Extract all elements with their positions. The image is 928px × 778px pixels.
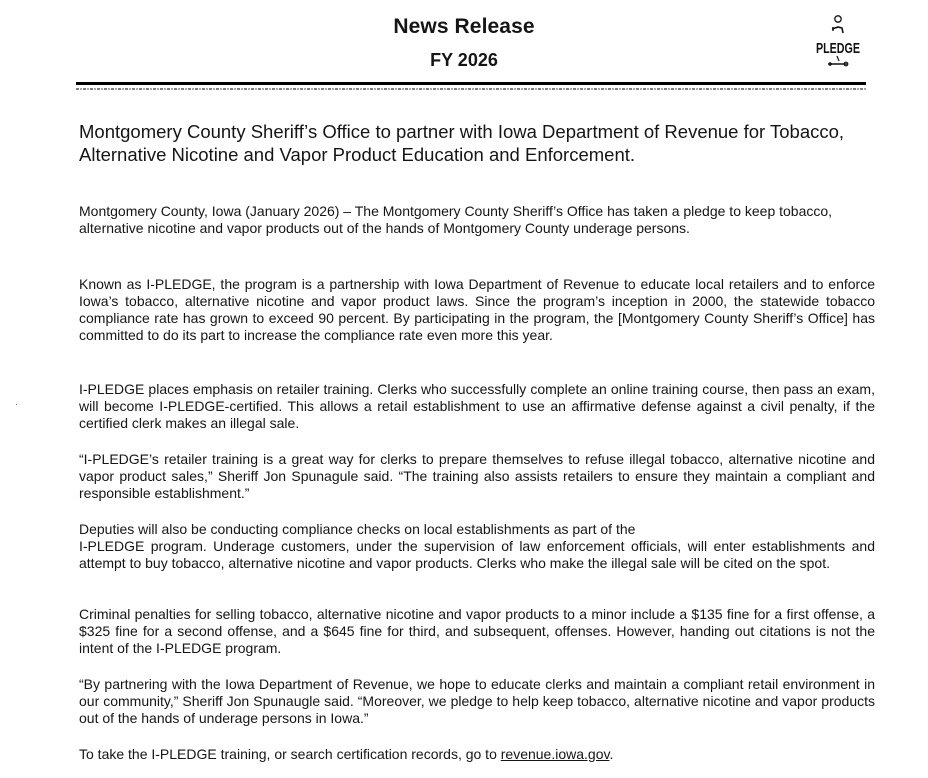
paragraph-training-link: [79, 746, 875, 763]
compliance-checks-line-1: Deputies will also be conducting compliance checks on local establishments as part of the: [79, 521, 636, 537]
fiscal-year-subtitle: FY 2026: [430, 50, 498, 70]
paragraph-sheriff-quote-2: “By partnering with the Iowa Department of Revenue, we hope to educate clerks and maintain a compliant retail environment in our community,” Sheriff Jon Spunaugle said. “Moreover, we pledge to help keep tobacco, alternative nicotine and vapor products out of the hands of underage persons in Iowa.”: [79, 676, 875, 726]
press-headline: Montgomery County Sheriff’s Office to partner with Iowa Department of Revenue for Tobacco, Alternative Nicotine and Vapor Product Education and Enforcement.: [79, 121, 845, 165]
i-pledge-logo-icon: [808, 12, 868, 72]
training-link-text: To take the I-PLEDGE training, or search certification records, go to: [79, 746, 501, 762]
i-pledge-logo: [808, 12, 868, 72]
paragraph-training: I-PLEDGE places emphasis on retailer training. Clerks who successfully complete an online training course, then pass an exam, will become I-PLEDGE-certified. This allows a retail establishment to use an affirmative defense against a civil penalty, if the certified clerk makes an illegal sale.: [79, 381, 875, 431]
header-divider-thin: [76, 88, 866, 90]
paragraph-intro: Montgomery County, Iowa (January 2026) – The Montgomery County Sheriff’s Office has taken a pledge to keep tobacco, alternative nicotine and vapor products out of the hands of Montgomery County underage persons.: [79, 203, 833, 236]
revenue-iowa-link[interactable]: revenue.iowa.gov: [500, 746, 610, 762]
header-divider-thick: [76, 82, 866, 85]
paragraph-program: Known as I-PLEDGE, the program is a partnership with Iowa Department of Revenue to educate local retailers and to enforce Iowa’s tobacco, alternative nicotine and vapor product laws. Since the program’s inception in 2000, the statewide tobacco compliance rate has grown to exceed 90 percent. By participating in the program, the [Montgomery County Sheriff’s Office] has committed to do its part to increase the compliance rate even more this year.: [79, 276, 875, 343]
paragraph-compliance-checks: [79, 521, 875, 572]
paragraph-sheriff-quote-1: “I-PLEDGE’s retailer training is a great way for clerks to prepare themselves to refuse illegal tobacco, alternative nicotine and vapor product sales,” Sheriff Jon Spunagule said. “The training also assists retailers to ensure they maintain a compliant and responsible establishment.”: [79, 451, 875, 501]
news-release-title: News Release: [393, 15, 535, 38]
logo-text: PLEDGE: [816, 40, 860, 57]
scan-speck: [16, 404, 17, 405]
paragraph-penalties: Criminal penalties for selling tobacco, alternative nicotine and vapor products to a minor include a $135 fine for a first offense, a $325 fine for a second offense, and a $645 fine for third, and subsequent, offenses. However, handing out citations is not the intent of the I-PLEDGE program.: [79, 606, 875, 656]
compliance-checks-rest: I-PLEDGE program. Underage customers, under the supervision of law enforcement officials, will enter establishments and attempt to buy tobacco, alternative nicotine and vapor products. Clerks who make the illegal sale will be cited on the spot.: [79, 538, 875, 571]
training-link-period: .: [609, 746, 614, 762]
